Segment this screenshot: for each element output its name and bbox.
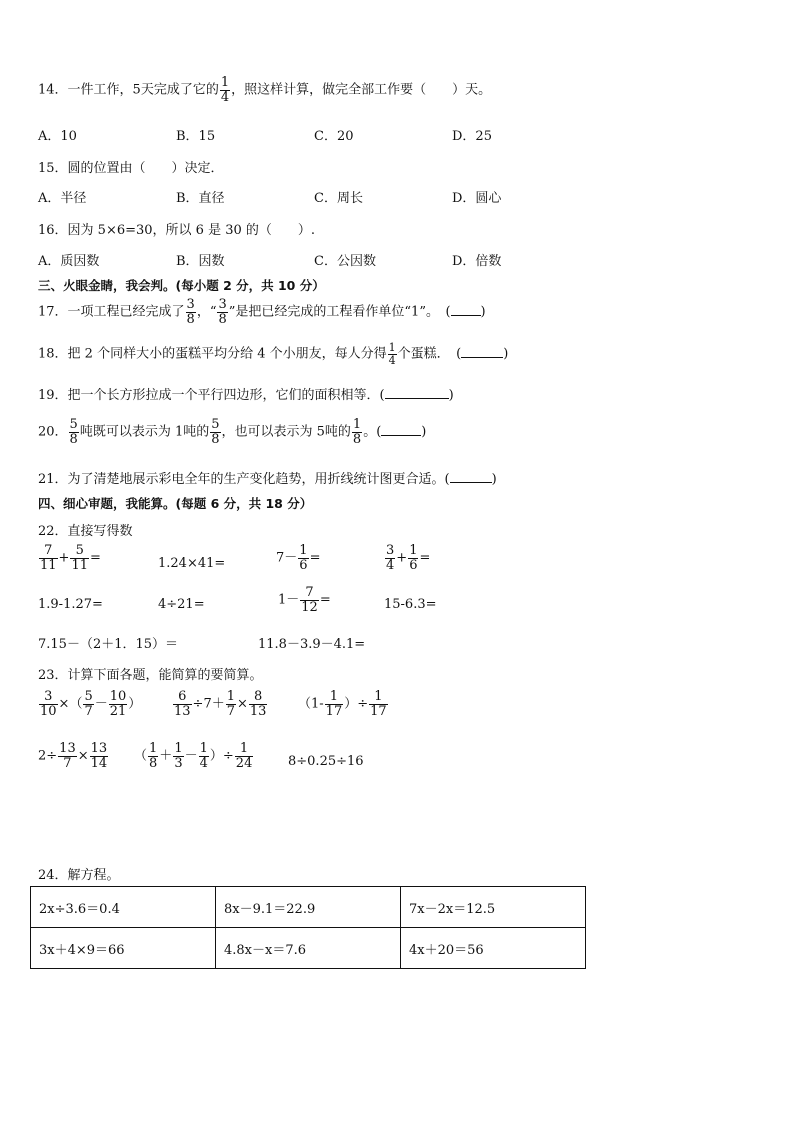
fraction: $\frac{6}{13}$ — [174, 689, 191, 719]
expression: 4÷21= — [158, 597, 205, 612]
equation-cell: 4.8x－x＝7.6 — [216, 928, 401, 969]
question-text: ，照这样计算，做完全部工作要（ ）天。 — [231, 82, 492, 98]
fraction: $\frac{8}{13}$ — [249, 689, 267, 719]
answer-blank[interactable] — [381, 423, 421, 436]
fraction: $\frac{13}{14}$ — [90, 741, 108, 771]
fraction: $\frac{5}{7}$ — [84, 689, 93, 719]
equation-cell: 3x＋4×9＝66 — [31, 928, 216, 969]
fraction: $\frac{5}{8}$ — [69, 417, 78, 447]
expression: $\frac{6}{13}$ ÷7＋ $\frac{1}{7}$ × $\frac{8}{13}$ — [174, 689, 267, 719]
expression: 11.8－3.9－4.1= — [258, 637, 366, 652]
fraction: $\frac{1}{7}$ — [226, 689, 235, 719]
answer-blank[interactable] — [385, 386, 449, 399]
equation-table — [30, 886, 586, 969]
fraction: $\frac{5}{11}$ — [71, 543, 88, 573]
question-16: 16．因为 5×6=30，所以 6 是 30 的（ ）. — [38, 223, 316, 238]
option-a: A．质因数 — [38, 254, 100, 269]
question-14 — [38, 76, 491, 104]
question-17: 17．一项工程已经完成了 $\frac{3}{8}$ ，“ $\frac{3}{8}$ ”是把已经完成的工程看作单位“1”。 ( ) — [38, 297, 486, 327]
fraction: $\frac{1}{6}$ — [299, 543, 308, 573]
question-19: 19．把一个长方形拉成一个平行四边形，它们的面积相等．( ) — [38, 388, 454, 403]
fraction: $\frac{1}{24}$ — [235, 741, 253, 771]
option-a: A．10 — [38, 129, 77, 144]
option-c: C．公因数 — [314, 254, 376, 269]
expression: （ $\frac{1}{8}$ ＋ $\frac{1}{3}$ － $\frac{1}{4}$ ）÷ $\frac{1}{24}$ — [134, 741, 253, 771]
expression: $\frac{3}{10}$ ×（ $\frac{5}{7}$ － $\frac{10}{21}$ ） — [40, 689, 142, 719]
option-b: B．因数 — [176, 254, 225, 269]
option-d: D．倍数 — [452, 254, 502, 269]
fraction: $\frac{3}{10}$ — [40, 689, 57, 719]
expression: $\frac{7}{11}$ + $\frac{5}{11}$ = — [40, 543, 101, 573]
equation-cell: 7x－2x＝12.5 — [401, 887, 586, 928]
option-a: A．半径 — [38, 191, 87, 206]
question-15: 15．圆的位置由（ ）决定． — [38, 161, 224, 176]
section-heading: 四、细心审题，我能算。(每题 6 分，共 18 分） — [38, 496, 313, 511]
equation-cell: 4x＋20＝56 — [401, 928, 586, 969]
fraction: $\frac{7}{11}$ — [40, 543, 57, 573]
option-b: B．15 — [176, 129, 216, 144]
fraction: $\frac{1}{4}$ — [220, 75, 230, 105]
expression: 15-6.3= — [384, 597, 437, 612]
expression: 1－ $\frac{7}{12}$ = — [278, 585, 331, 615]
expression: 7.15－（2＋1．15）＝ — [38, 637, 179, 652]
table-row — [31, 928, 586, 969]
fraction: $\frac{1}{4}$ — [388, 341, 396, 367]
fraction: $\frac{1}{17}$ — [370, 689, 387, 719]
expression: 1.9-1.27= — [38, 597, 103, 612]
answer-blank[interactable] — [461, 345, 503, 358]
question-22-title: 22．直接写得数 — [38, 524, 133, 539]
question-18: 18．把 2 个同样大小的蛋糕平均分给 4 个小朋友，每人分得 $\frac{1}{4}$ 个蛋糕． ( ) — [38, 341, 509, 367]
fraction: $\frac{5}{8}$ — [211, 417, 220, 447]
expression: 1.24×41= — [158, 556, 226, 571]
question-text: 14．一件工作，5天完成了它的 — [38, 82, 219, 98]
answer-blank[interactable] — [451, 303, 481, 316]
expression: 2÷ $\frac{13}{7}$ × $\frac{13}{14}$ — [38, 741, 108, 771]
expression: （1- $\frac{1}{17}$ ）÷ $\frac{1}{17}$ — [298, 689, 387, 719]
fraction: $\frac{3}{8}$ — [218, 297, 227, 327]
fraction: $\frac{1}{3}$ — [174, 741, 183, 771]
option-d: D．圆心 — [452, 191, 502, 206]
table-row — [31, 887, 586, 928]
section-heading: 三、火眼金睛，我会判。(每小题 2 分，共 10 分） — [38, 278, 325, 293]
fraction: $\frac{1}{17}$ — [325, 689, 343, 719]
fraction: $\frac{1}{4}$ — [199, 741, 208, 771]
fraction: $\frac{1}{6}$ — [409, 543, 418, 573]
fraction: $\frac{10}{21}$ — [109, 689, 127, 719]
option-c: C．20 — [314, 129, 354, 144]
option-b: B．直径 — [176, 191, 225, 206]
expression: 7－ $\frac{1}{6}$ = — [276, 543, 321, 573]
question-24-title: 24．解方程。 — [38, 868, 120, 883]
option-c: C．周长 — [314, 191, 363, 206]
fraction: $\frac{1}{8}$ — [149, 741, 158, 771]
fraction: $\frac{3}{4}$ — [386, 543, 395, 573]
expression: 8÷0.25÷16 — [288, 754, 364, 769]
equation-cell: 8x－9.1＝22.9 — [216, 887, 401, 928]
question-21: 21．为了清楚地展示彩电全年的生产变化趋势，用折线统计图更合适。( ) — [38, 472, 497, 487]
equation-cell: 2x÷3.6＝0.4 — [31, 887, 216, 928]
fraction: $\frac{13}{7}$ — [59, 741, 76, 771]
question-23-title: 23．计算下面各题，能简算的要简算。 — [38, 668, 263, 683]
option-d: D．25 — [452, 129, 492, 144]
fraction: $\frac{7}{12}$ — [301, 585, 318, 615]
fraction: $\frac{1}{8}$ — [352, 417, 362, 447]
expression: $\frac{3}{4}$ + $\frac{1}{6}$ = — [386, 543, 431, 573]
fraction: $\frac{3}{8}$ — [186, 297, 195, 327]
question-20: 20． $\frac{5}{8}$ 吨既可以表示为 1吨的 $\frac{5}{8}$ ，也可以表示为 5吨的 $\frac{1}{8}$ 。( ) — [38, 417, 427, 447]
answer-blank[interactable] — [450, 470, 492, 483]
